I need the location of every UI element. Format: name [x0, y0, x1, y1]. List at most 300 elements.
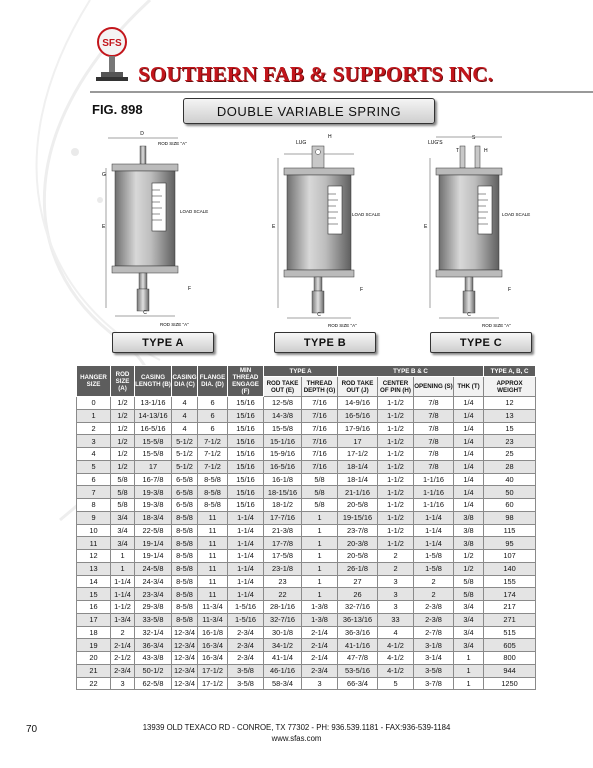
- table-cell: 2: [77, 422, 111, 435]
- table-cell: 95: [484, 537, 536, 550]
- table-cell: 23: [264, 575, 302, 588]
- table-cell: 605: [484, 639, 536, 652]
- table-cell: 23-1/8: [264, 562, 302, 575]
- table-cell: 11: [198, 575, 228, 588]
- type-c-drawing: [424, 135, 530, 328]
- table-cell: 33-5/8: [135, 613, 172, 626]
- table-cell: 1/4: [454, 486, 484, 499]
- table-cell: 15-9/16: [264, 448, 302, 461]
- table-cell: 1-3/8: [302, 601, 338, 614]
- table-cell: 800: [484, 652, 536, 665]
- figure-number: FIG. 898: [92, 102, 143, 117]
- table-cell: 1: [454, 664, 484, 677]
- table-row: [77, 575, 536, 588]
- table-cell: 1: [302, 588, 338, 601]
- table-cell: 58-3/4: [264, 677, 302, 690]
- table-cell: 1-1/4: [228, 550, 264, 563]
- table-cell: 15/16: [228, 409, 264, 422]
- table-cell: 3/4: [111, 537, 135, 550]
- table-cell: 16-3/4: [198, 652, 228, 665]
- header-cell: ROD TAKE OUT (J): [338, 377, 378, 397]
- table-row: [77, 499, 536, 512]
- header-cell: ROD TAKE OUT (E): [264, 377, 302, 397]
- footer: [0, 722, 593, 744]
- table-cell: 4: [172, 397, 198, 410]
- table-cell: 50-1/2: [135, 664, 172, 677]
- sfs-logo: [92, 26, 132, 86]
- table-row: [77, 422, 536, 435]
- table-cell: 1-1/2: [378, 448, 414, 461]
- table-cell: 41-1/16: [338, 639, 378, 652]
- table-cell: 12-3/4: [172, 677, 198, 690]
- table-cell: 15-5/8: [135, 435, 172, 448]
- table-cell: 11-3/4: [198, 613, 228, 626]
- table-cell: 3: [378, 575, 414, 588]
- table-cell: 12: [484, 397, 536, 410]
- table-cell: 7/16: [302, 409, 338, 422]
- table-cell: 15-5/8: [135, 448, 172, 461]
- table-cell: 8-5/8: [172, 601, 198, 614]
- table-cell: 1/4: [454, 422, 484, 435]
- table-cell: 1-1/4: [228, 511, 264, 524]
- table-cell: 16-1/8: [264, 473, 302, 486]
- svg-text:F: F: [360, 287, 364, 293]
- table-cell: 7: [77, 486, 111, 499]
- table-cell: 12-3/4: [172, 652, 198, 665]
- table-cell: 2: [378, 550, 414, 563]
- figure-title: DOUBLE VARIABLE SPRING: [183, 98, 435, 124]
- table-cell: 24-3/4: [135, 575, 172, 588]
- table-cell: 2-3/4: [228, 639, 264, 652]
- table-cell: 20-5/8: [338, 499, 378, 512]
- table-cell: 8-5/8: [172, 575, 198, 588]
- company-name: SOUTHERN FAB & SUPPORTS INC.: [138, 62, 494, 86]
- svg-text:H: H: [328, 134, 332, 140]
- table-row: [77, 524, 536, 537]
- table-cell: 3-5/8: [414, 664, 454, 677]
- table-cell: 11: [77, 537, 111, 550]
- rod-size-label-top: ROD SIZE "A": [158, 141, 187, 146]
- table-cell: 3-1/4: [414, 652, 454, 665]
- table-cell: 944: [484, 664, 536, 677]
- table-cell: 4-1/2: [378, 639, 414, 652]
- table-cell: 3-7/8: [414, 677, 454, 690]
- table-cell: 8-5/8: [172, 562, 198, 575]
- table-cell: 3: [378, 601, 414, 614]
- header-cell: HANGER SIZE: [77, 366, 111, 397]
- table-cell: 43-3/8: [135, 652, 172, 665]
- table-cell: 5/8: [302, 473, 338, 486]
- table-cell: 2-1/4: [302, 652, 338, 665]
- table-cell: 2-3/4: [228, 626, 264, 639]
- table-row: [77, 511, 536, 524]
- table-cell: 32-1/4: [135, 626, 172, 639]
- table-cell: 4-1/2: [378, 664, 414, 677]
- svg-text:C: C: [143, 310, 147, 316]
- table-cell: 6: [198, 422, 228, 435]
- table-cell: 1: [302, 550, 338, 563]
- table-cell: 14-9/16: [338, 397, 378, 410]
- table-cell: 6-5/8: [172, 473, 198, 486]
- svg-text:S: S: [472, 135, 476, 141]
- table-cell: 1-1/2: [378, 397, 414, 410]
- table-cell: 7-1/2: [198, 448, 228, 461]
- table-cell: 1-1/4: [228, 575, 264, 588]
- load-scale-label-a: LOAD SCALE: [180, 209, 209, 214]
- table-cell: 7-1/2: [198, 460, 228, 473]
- table-cell: 1-1/4: [228, 588, 264, 601]
- table-cell: 19: [77, 639, 111, 652]
- table-cell: 10: [77, 524, 111, 537]
- table-cell: 17: [135, 460, 172, 473]
- table-cell: 1-1/2: [378, 524, 414, 537]
- table-cell: 1-1/2: [378, 460, 414, 473]
- svg-text:C: C: [317, 312, 321, 318]
- table-row: [77, 460, 536, 473]
- footer-website: www.sfas.com: [271, 734, 322, 743]
- table-row: [77, 677, 536, 690]
- table-cell: 23-7/8: [338, 524, 378, 537]
- table-header-row: [77, 366, 536, 377]
- table-cell: 21: [77, 664, 111, 677]
- table-cell: 17-7/8: [264, 537, 302, 550]
- table-cell: 15/16: [228, 499, 264, 512]
- table-cell: 7/8: [414, 460, 454, 473]
- table-cell: 3: [302, 677, 338, 690]
- svg-text:SFS: SFS: [102, 38, 122, 49]
- table-cell: 18-1/2: [264, 499, 302, 512]
- table-cell: 18-1/4: [338, 460, 378, 473]
- table-cell: 2: [111, 626, 135, 639]
- table-cell: 7/16: [302, 460, 338, 473]
- table-cell: 2-3/4: [111, 664, 135, 677]
- table-cell: 174: [484, 588, 536, 601]
- svg-text:E: E: [102, 224, 106, 230]
- type-a-label: TYPE A: [112, 332, 214, 353]
- table-cell: 13: [484, 409, 536, 422]
- table-row: [77, 601, 536, 614]
- table-cell: 3/8: [454, 524, 484, 537]
- group-header-type-abc: TYPE A, B, C: [484, 366, 536, 377]
- table-cell: 1: [302, 537, 338, 550]
- table-cell: 1/4: [454, 473, 484, 486]
- table-cell: 1-1/2: [378, 499, 414, 512]
- table-cell: 5: [378, 677, 414, 690]
- table-cell: 15: [77, 588, 111, 601]
- table-cell: 6: [77, 473, 111, 486]
- table-cell: 1-5/16: [228, 613, 264, 626]
- svg-text:F: F: [188, 286, 192, 292]
- svg-text:LUG: LUG: [296, 140, 307, 146]
- table-cell: 5/8: [302, 499, 338, 512]
- table-cell: 2-1/4: [302, 639, 338, 652]
- table-cell: 7/16: [302, 448, 338, 461]
- table-cell: 17: [77, 613, 111, 626]
- table-cell: 2-7/8: [414, 626, 454, 639]
- header-cell: ROD SIZE (A): [111, 366, 135, 397]
- svg-text:C: C: [467, 312, 471, 318]
- table-cell: 1-1/4: [228, 524, 264, 537]
- table-cell: 1-1/2: [378, 486, 414, 499]
- spring-drawings: [90, 128, 593, 358]
- table-cell: 8-5/8: [172, 550, 198, 563]
- table-cell: 20: [77, 652, 111, 665]
- table-row: [77, 626, 536, 639]
- table-cell: 17: [338, 435, 378, 448]
- table-cell: 8-5/8: [172, 524, 198, 537]
- table-cell: 1/2: [111, 460, 135, 473]
- table-cell: 12-3/4: [172, 639, 198, 652]
- type-b-label: TYPE B: [274, 332, 376, 353]
- table-cell: 3/4: [454, 626, 484, 639]
- type-c-label: TYPE C: [430, 332, 532, 353]
- table-cell: 3/8: [454, 537, 484, 550]
- header-cell: CENTER OF PIN (H): [378, 377, 414, 397]
- table-cell: 11: [198, 562, 228, 575]
- table-cell: 2-3/4: [228, 652, 264, 665]
- rod-size-label-bottom-b: ROD SIZE "A": [328, 323, 357, 328]
- table-cell: 11: [198, 511, 228, 524]
- table-cell: 1-5/8: [414, 562, 454, 575]
- svg-text:H: H: [484, 148, 488, 154]
- table-cell: 1/2: [111, 448, 135, 461]
- table-cell: 23-3/4: [135, 588, 172, 601]
- table-cell: 2-3/8: [414, 601, 454, 614]
- table-cell: 22-5/8: [135, 524, 172, 537]
- table-cell: 271: [484, 613, 536, 626]
- table-cell: 28-1/16: [264, 601, 302, 614]
- table-cell: 8-5/8: [172, 537, 198, 550]
- table-cell: 1-1/2: [378, 537, 414, 550]
- table-cell: 2-3/4: [302, 664, 338, 677]
- table-row: [77, 409, 536, 422]
- table-cell: 8-5/8: [198, 486, 228, 499]
- table-cell: 3-5/8: [228, 664, 264, 677]
- svg-text:E: E: [424, 224, 428, 230]
- header-cell: APPROX WEIGHT: [484, 377, 536, 397]
- table-cell: 2-3/8: [414, 613, 454, 626]
- table-cell: 1/4: [454, 397, 484, 410]
- table-cell: 515: [484, 626, 536, 639]
- table-cell: 0: [77, 397, 111, 410]
- table-cell: 12: [77, 550, 111, 563]
- table-row: [77, 435, 536, 448]
- table-cell: 1-1/4: [414, 511, 454, 524]
- table-cell: 1: [111, 550, 135, 563]
- table-cell: 155: [484, 575, 536, 588]
- table-row: [77, 537, 536, 550]
- table-cell: 15/16: [228, 473, 264, 486]
- table-cell: 15/16: [228, 422, 264, 435]
- table-cell: 1: [77, 409, 111, 422]
- dim-d-label: D: [140, 131, 144, 137]
- table-cell: 5/8: [454, 575, 484, 588]
- table-cell: 3/4: [454, 601, 484, 614]
- table-cell: 115: [484, 524, 536, 537]
- header-cell: OPENING (S): [414, 377, 454, 397]
- table-cell: 16-7/8: [135, 473, 172, 486]
- table-cell: 98: [484, 511, 536, 524]
- svg-text:T: T: [456, 148, 460, 154]
- table-cell: 8: [77, 499, 111, 512]
- table-cell: 13: [77, 562, 111, 575]
- table-cell: 6: [198, 397, 228, 410]
- table-row: [77, 448, 536, 461]
- table-cell: 15/16: [228, 435, 264, 448]
- table-cell: 1-1/4: [414, 524, 454, 537]
- table-cell: 7/8: [414, 422, 454, 435]
- table-cell: 3: [111, 677, 135, 690]
- header-cell: MIN THREAD ENGAGE (F): [228, 366, 264, 397]
- table-cell: 5/8: [111, 486, 135, 499]
- table-cell: 1-1/2: [378, 409, 414, 422]
- table-cell: 16-5/16: [135, 422, 172, 435]
- table-cell: 16-5/16: [264, 460, 302, 473]
- dimensions-table: [76, 365, 536, 690]
- table-cell: 5/8: [111, 499, 135, 512]
- svg-text:LUG'S: LUG'S: [428, 140, 443, 146]
- table-cell: 8-5/8: [198, 499, 228, 512]
- table-cell: 41-1/4: [264, 652, 302, 665]
- table-cell: 16-1/8: [198, 626, 228, 639]
- table-cell: 1: [302, 511, 338, 524]
- table-cell: 22: [77, 677, 111, 690]
- table-row: [77, 473, 536, 486]
- header-cell: THREAD DEPTH (G): [302, 377, 338, 397]
- table-cell: 26-1/8: [338, 562, 378, 575]
- table-cell: 18: [77, 626, 111, 639]
- table-cell: 2-1/4: [111, 639, 135, 652]
- table-cell: 11-3/4: [198, 601, 228, 614]
- table-cell: 34-1/2: [264, 639, 302, 652]
- table-cell: 1-1/4: [228, 562, 264, 575]
- table-cell: 1-3/8: [302, 613, 338, 626]
- svg-text:F: F: [508, 287, 512, 293]
- table-cell: 18-3/4: [135, 511, 172, 524]
- table-cell: 11: [198, 537, 228, 550]
- table-cell: 1/4: [454, 435, 484, 448]
- table-cell: 40: [484, 473, 536, 486]
- table-cell: 7/16: [302, 435, 338, 448]
- table-cell: 2: [414, 575, 454, 588]
- table-cell: 32-7/16: [264, 613, 302, 626]
- table-cell: 15/16: [228, 486, 264, 499]
- table-cell: 3/8: [454, 511, 484, 524]
- table-cell: 16-3/4: [198, 639, 228, 652]
- table-cell: 5-1/2: [172, 435, 198, 448]
- table-cell: 13-1/16: [135, 397, 172, 410]
- table-cell: 1/2: [111, 435, 135, 448]
- table-cell: 60: [484, 499, 536, 512]
- table-cell: 26: [338, 588, 378, 601]
- table-cell: 107: [484, 550, 536, 563]
- header-cell: THK (T): [454, 377, 484, 397]
- table-cell: 47-7/8: [338, 652, 378, 665]
- table-cell: 62-5/8: [135, 677, 172, 690]
- table-cell: 12-5/8: [264, 397, 302, 410]
- table-cell: 3/4: [454, 639, 484, 652]
- table-cell: 2-1/4: [302, 626, 338, 639]
- table-cell: 1/2: [111, 422, 135, 435]
- table-cell: 20-3/8: [338, 537, 378, 550]
- table-cell: 18-15/16: [264, 486, 302, 499]
- table-cell: 33: [378, 613, 414, 626]
- table-cell: 1-1/16: [414, 486, 454, 499]
- table-cell: 4: [378, 626, 414, 639]
- table-cell: 16: [77, 601, 111, 614]
- table-cell: 3/4: [111, 511, 135, 524]
- table-cell: 11: [198, 524, 228, 537]
- table-cell: 15/16: [228, 448, 264, 461]
- table-cell: 4: [77, 448, 111, 461]
- table-cell: 5/8: [302, 486, 338, 499]
- table-cell: 14: [77, 575, 111, 588]
- table-cell: 19-3/8: [135, 486, 172, 499]
- table-cell: 17-1/2: [198, 677, 228, 690]
- table-cell: 16-5/16: [338, 409, 378, 422]
- table-row: [77, 397, 536, 410]
- table-cell: 1-1/4: [111, 588, 135, 601]
- type-a-drawing: [102, 131, 208, 327]
- table-cell: 7/8: [414, 435, 454, 448]
- table-cell: 1-1/2: [378, 435, 414, 448]
- table-cell: 25: [484, 448, 536, 461]
- table-cell: 1-1/4: [111, 575, 135, 588]
- table-row: [77, 588, 536, 601]
- table-cell: 1-5/8: [414, 550, 454, 563]
- rod-size-label-bottom-a: ROD SIZE "A": [160, 322, 189, 327]
- table-cell: 1-1/2: [111, 601, 135, 614]
- table-cell: 53-5/16: [338, 664, 378, 677]
- group-header-type-bc: TYPE B & C: [338, 366, 484, 377]
- table-cell: 3/4: [111, 524, 135, 537]
- table-cell: 21-3/8: [264, 524, 302, 537]
- table-cell: 7-1/2: [198, 435, 228, 448]
- table-cell: 1-1/4: [414, 537, 454, 550]
- table-cell: 18-1/4: [338, 473, 378, 486]
- table-cell: 36-3/16: [338, 626, 378, 639]
- table-cell: 5-1/2: [172, 448, 198, 461]
- table-cell: 1-1/4: [228, 537, 264, 550]
- table-cell: 1/4: [454, 499, 484, 512]
- table-cell: 1-1/2: [378, 473, 414, 486]
- table-row: [77, 664, 536, 677]
- table-cell: 15/16: [228, 460, 264, 473]
- header-cell: CASING DIA (C): [172, 366, 198, 397]
- table-cell: 1: [302, 562, 338, 575]
- table-cell: 27: [338, 575, 378, 588]
- table-cell: 4: [172, 422, 198, 435]
- table-cell: 19-15/16: [338, 511, 378, 524]
- group-header-type-a: TYPE A: [264, 366, 338, 377]
- table-cell: 1: [454, 652, 484, 665]
- table-cell: 7/16: [302, 422, 338, 435]
- table-cell: 1/2: [454, 562, 484, 575]
- table-cell: 1: [302, 575, 338, 588]
- table-cell: 1-5/16: [228, 601, 264, 614]
- table-cell: 1: [454, 677, 484, 690]
- load-scale-label-b: LOAD SCALE: [352, 212, 381, 217]
- table-cell: 46-1/16: [264, 664, 302, 677]
- table-body: [77, 397, 536, 690]
- table-row: [77, 550, 536, 563]
- table-cell: 3-1/8: [414, 639, 454, 652]
- svg-text:G: G: [102, 172, 106, 178]
- table-cell: 8-5/8: [172, 511, 198, 524]
- table-cell: 28: [484, 460, 536, 473]
- table-cell: 3-5/8: [228, 677, 264, 690]
- table-cell: 19-3/8: [135, 499, 172, 512]
